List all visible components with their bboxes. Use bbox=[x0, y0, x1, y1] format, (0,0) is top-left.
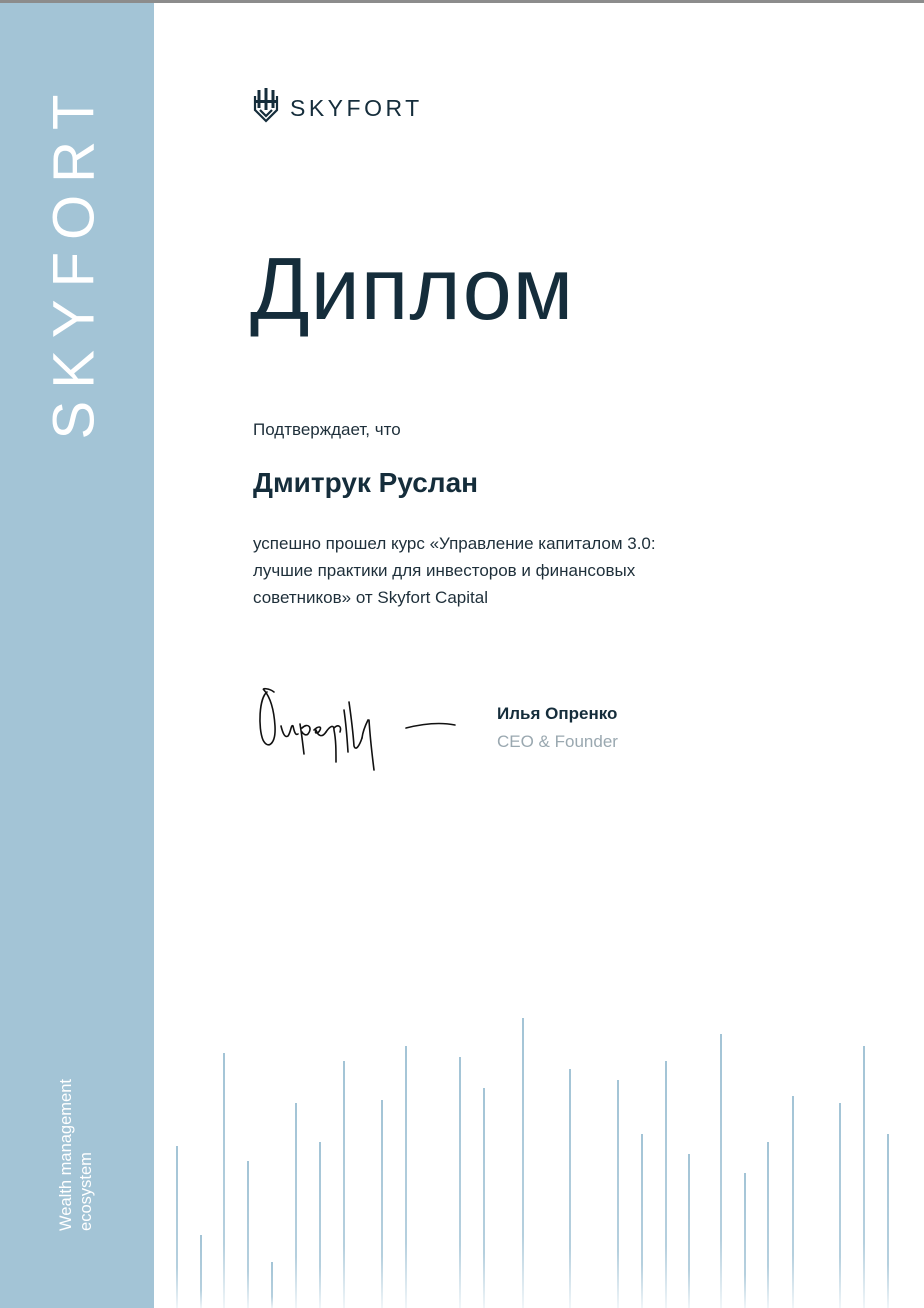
decor-bar bbox=[271, 1262, 273, 1308]
decor-bar bbox=[459, 1057, 461, 1308]
decor-bar bbox=[405, 1046, 407, 1308]
sidebar-brand-text: SKYFORT bbox=[41, 82, 107, 440]
decor-bar bbox=[483, 1088, 485, 1308]
decor-bar bbox=[767, 1142, 769, 1308]
signer-name: Илья Опренко bbox=[497, 704, 618, 723]
decor-bar bbox=[641, 1134, 643, 1308]
decor-bar bbox=[688, 1154, 690, 1308]
decor-bar bbox=[343, 1061, 345, 1308]
decor-bar bbox=[381, 1100, 383, 1308]
course-line-2: лучшие практики для инвесторов и финансовых bbox=[253, 561, 636, 580]
diploma-title: Диплом bbox=[250, 239, 575, 338]
decor-bar bbox=[665, 1061, 667, 1308]
handwritten-signature bbox=[250, 680, 465, 780]
decor-bar bbox=[569, 1069, 571, 1308]
signer-role: CEO & Founder bbox=[497, 732, 618, 751]
decor-bar bbox=[522, 1018, 524, 1308]
decor-bar bbox=[176, 1146, 178, 1308]
tagline-line-1: Wealth management bbox=[57, 1079, 75, 1231]
decor-bar bbox=[863, 1046, 865, 1308]
sidebar-tagline bbox=[56, 1079, 96, 1231]
course-line-3: советников» от Skyfort Capital bbox=[253, 588, 488, 607]
decor-bar bbox=[223, 1053, 225, 1308]
skyfort-shield-icon bbox=[252, 88, 280, 128]
decor-bar bbox=[720, 1034, 722, 1308]
course-line-1: успешно прошел курс «Управление капиталом 3.0: bbox=[253, 534, 656, 553]
sidebar-band bbox=[0, 3, 154, 1308]
decor-bar bbox=[247, 1161, 249, 1308]
recipient-name: Дмитрук Руслан bbox=[253, 467, 479, 498]
confirmation-text: Подтверждает, что bbox=[253, 420, 401, 439]
decor-bar bbox=[839, 1103, 841, 1308]
decor-bar bbox=[887, 1134, 889, 1308]
decor-bar bbox=[792, 1096, 794, 1308]
decor-bar bbox=[617, 1080, 619, 1308]
decor-bar bbox=[295, 1103, 297, 1308]
company-logo bbox=[252, 88, 423, 128]
logo-wordmark: SKYFORT bbox=[290, 94, 423, 121]
decor-bar bbox=[319, 1142, 321, 1308]
decor-bar bbox=[200, 1235, 202, 1308]
decor-bar bbox=[744, 1173, 746, 1308]
tagline-line-2: ecosystem bbox=[77, 1152, 95, 1231]
course-description bbox=[253, 530, 723, 611]
